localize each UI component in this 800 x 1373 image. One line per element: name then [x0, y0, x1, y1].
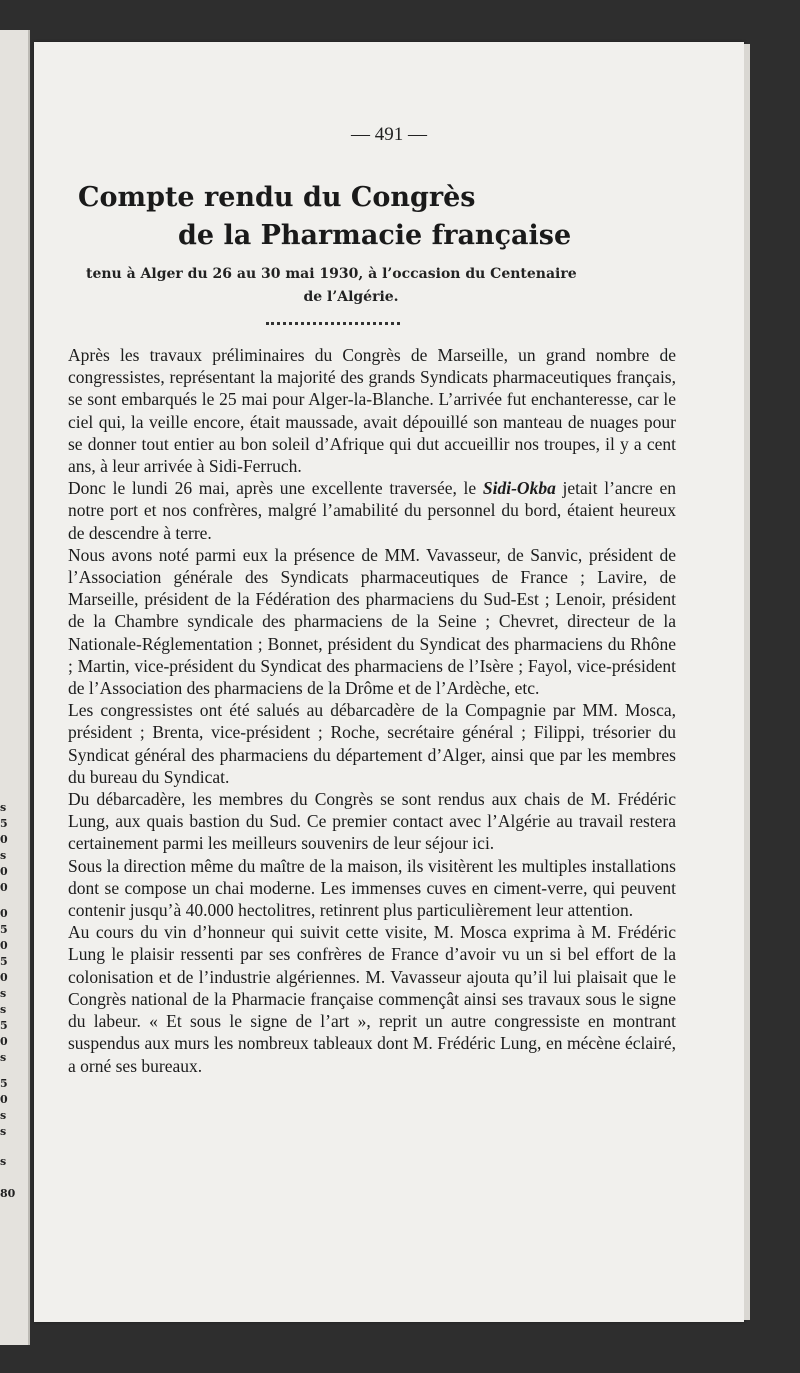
edge-fragment: 5 — [0, 923, 8, 936]
edge-fragment: 0 — [0, 971, 8, 984]
edge-fragment: 5 — [0, 955, 8, 968]
article-body — [68, 344, 676, 1077]
paragraph-2 — [68, 477, 676, 544]
edge-fragment: s — [0, 1155, 7, 1168]
paragraph-7: Au cours du vin d’honneur qui suivit cette visite, M. Mosca exprima à M. Frédéric Lung le plaisir ressenti par ses confrères de France d’avoir vu un si bel effort de la colonisation et de l’industrie algériennes. M. Vavasseur ajouta qu’il lui plaisait que le Congrès national de la Pharmacie française commençât ainsi ses travaux sous le signe du labeur. « Et sous le signe de l’art », reprit un autre congressiste en montrant suspendus aux murs les nombreux tableaux dont M. Frédéric Lung, en mécène éclairé, a orné ses bureaux. — [68, 922, 676, 1076]
edge-fragment: s — [0, 849, 7, 862]
edge-fragment: 80 — [0, 1187, 16, 1200]
edge-fragment: s — [0, 1109, 7, 1122]
edge-fragment: 0 — [0, 881, 8, 894]
edge-fragment: s — [0, 1125, 7, 1138]
article-subtitle-line-1: tenu à Alger du 26 au 30 mai 1930, à l’occasion du Centenaire — [86, 266, 577, 282]
paragraph-4: Les congressistes ont été salués au débarcadère de la Compagnie par MM. Mosca, président ; Brenta, vice-président ; Roche, secrétaire général ; Filippi, trésorier du Syndicat général des pharmaciens du département d’Alger, ainsi que par les membres du bureau du Syndicat. — [68, 700, 676, 787]
paragraph-2-start: Donc le lundi 26 mai, après une excellente traversée, le — [68, 478, 483, 499]
article-title-line-2: de la Pharmacie française — [178, 220, 572, 251]
paragraph-1: Après les travaux préliminaires du Congrès de Marseille, un grand nombre de congressistes, représentant la majorité des grands Syndicats pharmaceutiques français, se sont embarqués le 25 mai pour Alger-la-Blanche. L’arrivée fut enchanteresse, car le ciel qui, la veille encore, était maussade, avait dépouillé son manteau de nuages pour se donner tout entier au bon soleil d’Afrique qui dut accueillir nos troupes, il y a cent ans, à leur arrivée à Sidi-Ferruch. — [68, 345, 676, 477]
article-title-line-1: Compte rendu du Congrès — [78, 182, 476, 213]
edge-fragment: s — [0, 801, 7, 814]
article-subtitle-line-2: de l’Algérie. — [303, 289, 399, 305]
edge-fragment: 0 — [0, 1035, 8, 1048]
document-page — [34, 42, 744, 1322]
edge-fragment: 0 — [0, 1093, 8, 1106]
edge-fragment: 0 — [0, 865, 8, 878]
edge-fragment: 0 — [0, 907, 8, 920]
paragraph-2-end: jetait l’ancre en notre port et nos confrères, malgré l’amabilité du personnel du bord, étaient heureux de descendre à terre. — [68, 478, 676, 543]
edge-fragment: 5 — [0, 1077, 8, 1090]
title-separator — [266, 322, 400, 328]
paragraph-5: Du débarcadère, les membres du Congrès se sont rendus aux chais de M. Frédéric Lung, aux quais bastion du Sud. Ce premier contact avec l’Algérie au travail restera certainement parmi les meilleurs souvenirs de leur séjour ici. — [68, 789, 676, 854]
edge-fragment: 5 — [0, 817, 8, 830]
edge-fragment: 0 — [0, 939, 8, 952]
edge-fragment: 5 — [0, 1019, 8, 1032]
page-number: — 491 — — [351, 124, 427, 145]
edge-fragment: s — [0, 1051, 7, 1064]
ship-name: Sidi-Okba — [482, 478, 556, 499]
paragraph-6: Sous la direction même du maître de la maison, ils visitèrent les multiples installations dont se compose un chai moderne. Les immenses cuves en ciment-verre, qui peuvent contenir jusqu’à 40.000 hectolitres, retinrent plus particulièrement leur attention. — [68, 855, 676, 921]
paragraph-3: Nous avons noté parmi eux la présence de MM. Vavasseur, de Sanvic, président de l’Association générale des Syndicats pharmaceutiques de France ; Lavire, de Marseille, président de la Fédération des pharmaciens du Sud-Est ; Lenoir, président de la Chambre syndicale des pharmaciens de la Seine ; Chevret, directeur de la Nationale-Réglementation ; Bonnet, président du Syndicat des pharmaciens du Rhône ; Martin, vice-président du Syndicat des pharmaciens de l’Isère ; Fayol, vice-président de l’Association des pharmaciens de la Drôme et de l’Ardèche, etc. — [68, 544, 676, 699]
edge-fragment: s — [0, 987, 7, 1000]
facing-page-edge — [0, 30, 30, 1345]
page-edge-right — [744, 44, 750, 1320]
edge-fragment: s — [0, 1003, 7, 1016]
edge-fragment: 0 — [0, 833, 8, 846]
